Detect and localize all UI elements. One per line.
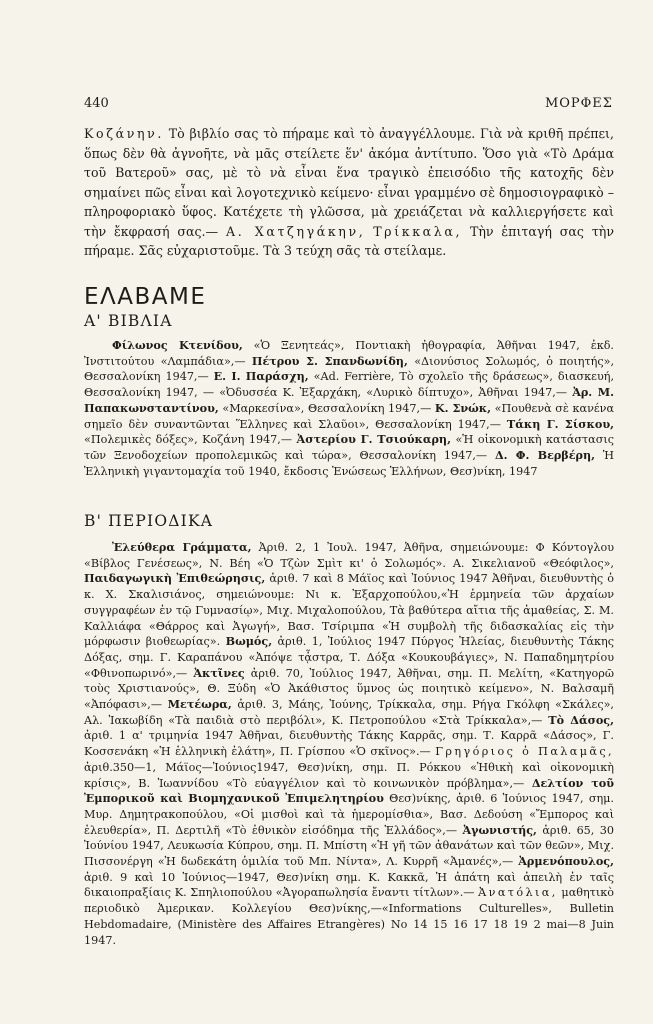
- periodical-entry: Θεσ)νίκης, ἀριθ. 6 Ἰούνιος 1947, σημ. Μυρ. Δημητρακοπούλου, «Οἱ μισθοὶ καὶ τὰ ἡμερομίσθια», Βασ. Δεδούση «Ἔμπορος καὶ ἐλευθερία», Π. Δερτιλῆ «Τὸ ἐθνικὸν εἰσόδημα τῆς Ἑλλάδος»,—: [84, 792, 614, 837]
- book-author: Ἀρ. Μ. Παπακωνσταντίνου,: [84, 385, 614, 415]
- section-title: ΕΛΑΒΑΜΕ: [84, 284, 207, 310]
- reply-text: Τὸ βιβλίο σας τὸ πήραμε καὶ τὸ ἀναγγέλλουμε. Γιὰ νὰ κριθῆ πρέπει, ὅπως δὲν θὰ ἀγνοῆτε, νὰ μᾶς στείλετε ἕν' ἀκόμα ἀντίτυπο. Ὅσο γιὰ «Τὸ Δράμα τοῦ Βατεροῦ» σας, μὲ τὸ νὰ εἶναι ἕνα τραγικὸ ἐπεισόδιο τῆς κατοχῆς δὲν σημαίνει πῶς εἶναι καὶ λογοτεχνικὸ κείμενο· εἶναι γραμμένο σὲ δημοσιογραφικὸ – πληροφοριακὸ ὕφος. Κατέχετε τὴ γλῶσσα, μὰ χρειάζεται νὰ καλλιεργήσετε καὶ τὴν ἔκφρασή σας.—: [84, 126, 614, 239]
- periodical-title: Ἐλεύθερα Γράμματα,: [112, 540, 252, 554]
- books-heading: Α' ΒΙΒΛΙΑ: [84, 312, 173, 330]
- periodical-title: Παιδαγωγικὴ Ἐπιθεώρησις,: [84, 571, 266, 586]
- book-entry: «Ἡ οἰκονομικὴ κατάστασις τῶν Ξενοδοχείων προπολεμικῶς καὶ τώρα», Θεσσαλονίκη 1947,—: [84, 433, 614, 462]
- periodical-entry: ἀριθ. 9 καὶ 10 Ἰούνιος—1947, Θεσ)νίκη σημ. Κ. Κακκᾶ, Ἡ ἀπάτη καὶ ἀπειλὴ ἐν ταῖς δικαιοπραξίαις Κ. Σπηλιοπούλου «Ἀγοραπωλησία ἔναντι τίτλων».—: [84, 870, 614, 900]
- periodical-entry: ἀριθ. 1 α' τριμηνία 1947 Ἀθῆναι, διευθυντὴς Τάκης Καρρᾶς, σημ. Τ. Καρρᾶ «Δάσος», Γ. Κοσσενάκη «Ἡ ἑλληνικὴ ἐλάτη», Π. Γρίσπου «Ὁ σκῖνος».—: [84, 729, 614, 759]
- periodicals-paragraph: [84, 540, 614, 948]
- book-entry: «Μαρκεσίνα», Θεσσαλονίκη 1947,—: [222, 401, 432, 415]
- page-header: [84, 96, 613, 114]
- periodicals-list: [84, 540, 614, 948]
- book-author: Πέτρου Σ. Σπανδωνίδη,: [251, 353, 408, 368]
- periodical-title: Ἀρμενόπουλος,: [518, 854, 614, 869]
- periodical-entry: μαθητικὸ περιοδικὸ Ἀμερικαν. Κολλεγίου Θεσ)νίκης,—«Informations Culturelles», Bulletin Hebdomadaire, (Ministère des Affaires Etrangères) No 14 15 16 17 18 19 2 mai—8 Juin 1947.: [84, 886, 614, 947]
- book-entry: «Πολεμικὲς δόξες», Κοζάνη 1947,—: [84, 433, 293, 447]
- book-author: Τάκη Γ. Σίσκου,: [506, 416, 615, 431]
- periodical-title: Ἀγωνιστής,: [462, 822, 537, 837]
- periodical-title: Ἀκτῖνες: [193, 665, 245, 680]
- book-entry: «Διονύσιος Σολωμός, ὁ ποιητής», Θεσσαλονίκη 1947,—: [84, 354, 615, 384]
- page-number: 440: [84, 96, 109, 111]
- book-entry: «Ad. Ferrière, Τὸ σχολεῖο τῆς δράσεως», διασκευή, Θεσσαλονίκη 1947, — «Ὀδυσσέα Κ. Ἐξαρχάκη, «Λυρικὸ δίπτυχο», Ἀθῆναι 1947,—: [84, 370, 615, 400]
- periodical-title: Ἀνατόλια,: [478, 886, 558, 900]
- addressee-place-2: Τρίκκαλα,: [373, 223, 463, 239]
- periodicals-heading: Β' ΠΕΡΙΟΔΙΚΑ: [84, 512, 214, 530]
- books-paragraph: [84, 338, 614, 479]
- addressee-place: Κοζάνην.: [84, 126, 164, 141]
- addressee-name: Α. Χατζηγάκην,: [226, 223, 366, 239]
- book-author: Ε. Ι. Παράσχη,: [213, 369, 309, 384]
- periodical-entry: ἀριθ.350—1, Μάϊος—Ἰούνιος1947, Θεσ)νίκη, σημ. Π. Ρόκκου «Ἠθικὴ καὶ οἰκονομικὴ κρίσις», Β. Ἰωαννίδου «Τὸ εὐαγγέλιον καὶ τὸ κοινωνικὸν πρόβλημα»,—: [84, 760, 614, 790]
- correspondence-paragraph: [84, 124, 614, 261]
- books-list: [84, 338, 614, 479]
- book-author: Δ. Φ. Βερβέρη,: [494, 447, 596, 462]
- periodical-title: Μετέωρα,: [167, 697, 232, 712]
- periodical-title: Τὸ Δάσος,: [548, 712, 614, 727]
- book-entry: «Πουθενὰ σὲ κανένα σημεῖο δὲν συναντῶνται Ἕλληνες καὶ Σλαῦοι», Θεσσαλονίκη 1947,—: [84, 401, 615, 431]
- periodical-entry: ἀριθ. 7 καὶ 8 Μάϊος καὶ Ἰούνιος 1947 Ἀθῆναι, διευθυντὴς ὁ κ. Χ. Σκαλισιάνος, σημειώνουμε: Νι κ. Ἐξαρχοπούλου,«Ἡ ἑρμηνεία τῶν ἀρχαίων συγγραφέων ἐν τῷ Γυμνασίῳ», Μιχ. Μιχαλοπούλου, Τὰ βαθύτερα αἴτια τῆς ἀμαθείας, Σ. Μ. Καλλιάφα «Θάρρος καὶ Ἀγωγή», Βασ. Τσίριμπα «Ἡ συμβολὴ τῆς διδασκαλίας εἰς τὴν μόρφωσιν βιοθεωρίας».: [84, 572, 614, 649]
- running-title: ΜΟΡΦΕΣ: [544, 96, 613, 111]
- periodical-entry: ἀριθ. 1, Ἰούλιος 1947 Πύργος Ἠλείας, διευθυντὴς Τάκης Δόξας, σημ. Γ. Καραπάνου «Ἀπόψε τᾆστρα, Τ. Δόξα «Κουκουβάγιες», Ν. Παπαδημητρίου «Φθινοπωρινό»,—: [84, 635, 614, 680]
- book-author: Κ. Σνώκ,: [434, 400, 492, 415]
- reply-closing: Τὴν ἐπιταγή σας τὴν πήραμε. Σᾶς εὐχαριστοῦμε. Τὰ 3 τεύχη σᾶς τὰ στείλαμε.: [84, 223, 614, 258]
- book-entry: «Ὁ Ξενητεάς», Ποντιακὴ ἠθογραφία, Ἀθῆναι 1947, ἐκδ. Ἰνστιτούτου «Λαμπάδια»,—: [84, 339, 614, 368]
- book-author: Φίλωνος Κτενίδου,: [112, 338, 243, 352]
- periodical-title: Δελτίον τοῦ Ἐμπορικοῦ καὶ Βιομηχανικοῦ Ἐπιμελητηρίου: [84, 775, 614, 806]
- periodical-entry: ἀριθ. 3, Μάης, Ἰούνης, Τρίκκαλα, σημ. Ρήγα Γκόλφη «Σκάλες», Αλ. Ἰακωβίδη «Τὰ παιδιὰ στὸ περιβόλι», Κ. Πετροπούλου «Στὰ Τρίκκαλα»,—: [84, 698, 614, 727]
- periodical-title: Γρηγόριος ὁ Παλαμᾶς,: [435, 745, 614, 759]
- periodical-title: Βωμός,: [225, 634, 273, 649]
- periodical-entry: ἀριθ. 70, Ἰούλιος 1947, Ἀθῆναι, σημ. Π. Μελίτη, «Κατηγορῶ τοὺς Χριστιανούς», Θ. Ξύδη «Ὁ Ἀκάθιστος ὕμνος ὡς ποιητικὸ κείμενο», Ν. Βαλσαμῆ «Ἀπόφασι»,—: [84, 666, 614, 712]
- book-entry: Ἡ Ἑλληνικὴ γιγαντομαχία τοῦ 1940, ἔκδοσις Ἐνώσεως Ἑλλήνων, Θεσ)νίκη, 1947: [84, 448, 614, 478]
- book-author: Ἀστερίου Γ. Τσιούκαρη,: [296, 432, 451, 447]
- periodical-entry: Ἀριθ. 2, 1 Ἰουλ. 1947, Ἀθῆνα, σημειώνουμε: Φ Κόντογλου «Βίβλος Γενέσεως», Ν. Βέη «Ὁ Τζὼν Σμὶτ κι' ὁ Σολωμός». Α. Σικελιανοῦ «Θεόφιλος»,: [84, 541, 614, 570]
- periodical-entry: ἀριθ. 65, 30 Ἰούνίου 1947, Λευκωσία Κύπρου, σημ. Π. Μπίστη «Ἡ γῆ τῶν ἀθανάτων καὶ τῶν θεῶν», Μιχ. Πισσονέργη «Ἡ δωδεκάτη ὁμιλία τοῦ Μπ. Νίντα», Λ. Κυρρῆ «Ἀμανές»,—: [84, 823, 614, 869]
